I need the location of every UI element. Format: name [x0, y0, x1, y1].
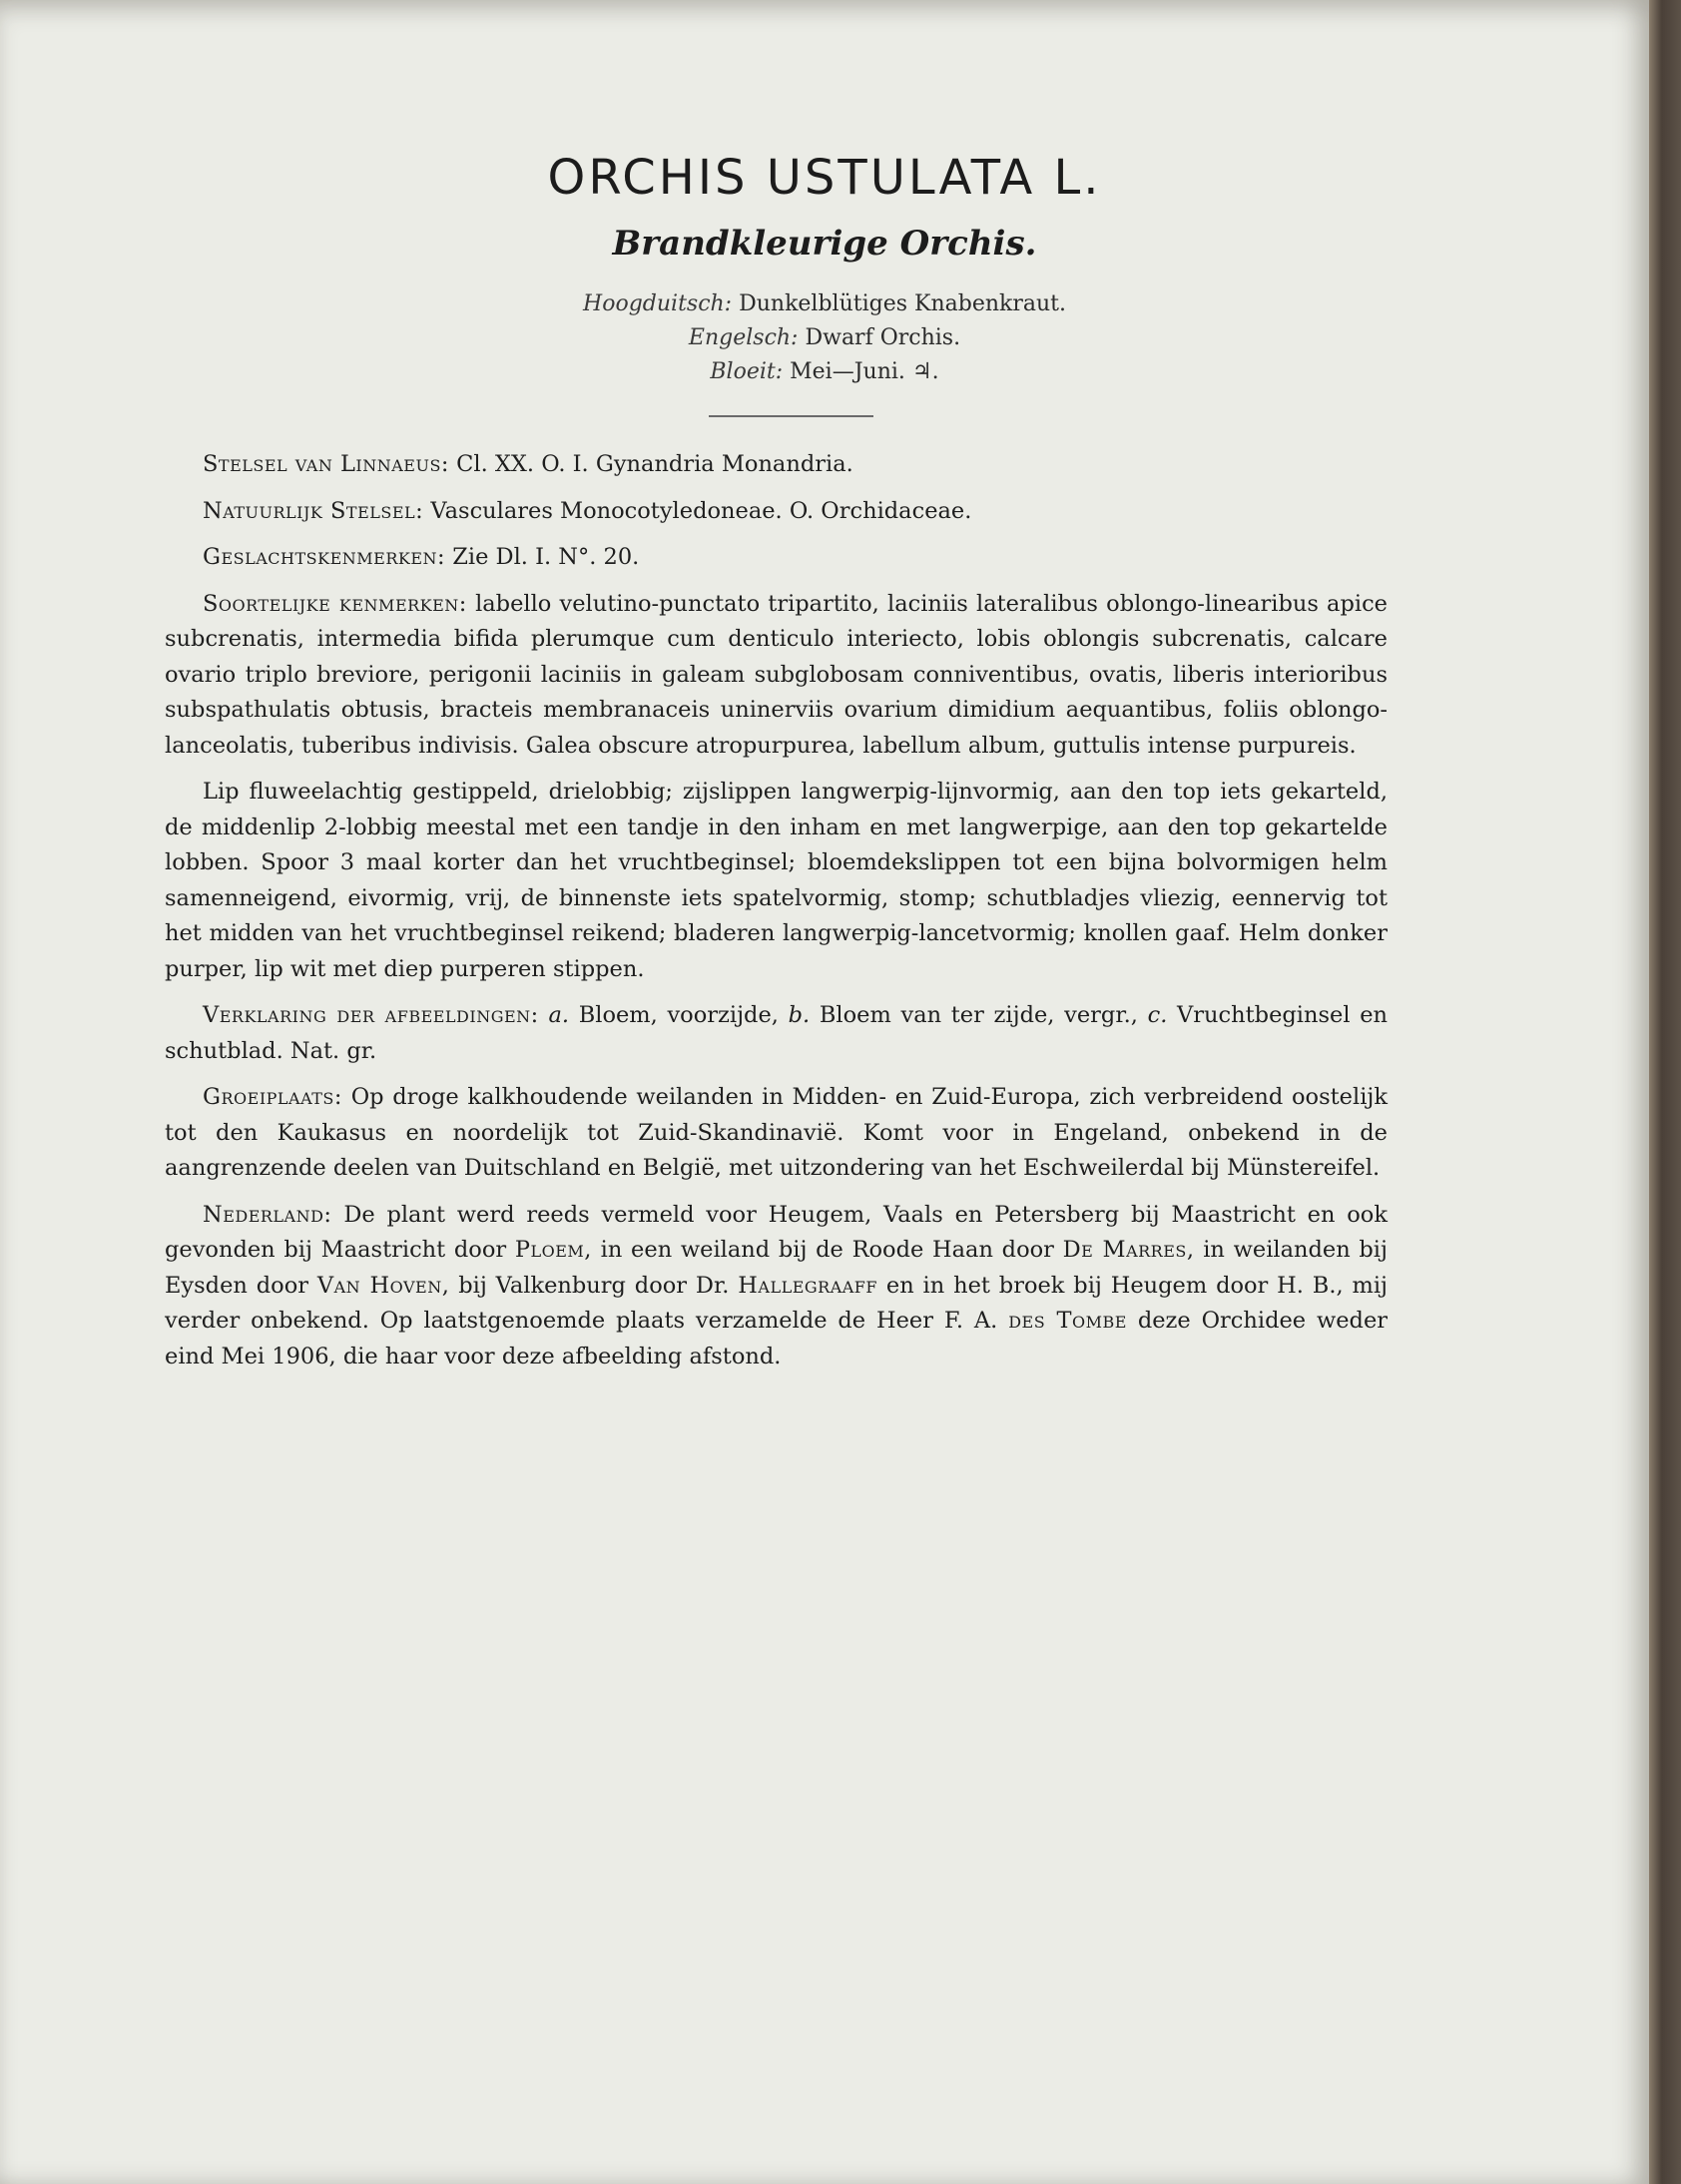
section-label: Natuurlijk Stelsel: [203, 497, 424, 524]
section-label: Geslachtskenmerken: [203, 544, 446, 570]
section-netherlands [165, 1198, 1388, 1375]
figure-text-c: Vruchtbeginsel en schutblad. Nat. gr. [165, 1002, 1389, 1064]
section-habitat [165, 1080, 1388, 1187]
flowering-value: Mei—Juni. ♃. [790, 359, 939, 384]
person-name: Hallegraaff [738, 1272, 878, 1299]
section-species-characters [165, 587, 1388, 765]
person-name: des Tombe [1008, 1308, 1127, 1334]
figure-letter-a: a. [548, 1002, 570, 1028]
name-german-label: Hoogduitsch: [583, 291, 733, 316]
section-figure-explanation [165, 998, 1388, 1069]
figure-text-b: Bloem van ter zijde, vergr., [819, 1002, 1138, 1028]
divider-rule [709, 415, 873, 417]
page-subtitle: Brandkleurige Orchis. [612, 224, 1037, 264]
section-text: De plant werd reeds vermeld voor Heugem, Vaals en Petersberg bij Maastricht en ook gevonden bij Maastricht door [165, 1201, 1388, 1263]
figure-letter-c: c. [1147, 1002, 1168, 1028]
name-german-value: Dunkelblütiges Knabenkraut. [739, 291, 1066, 316]
section-text: deze Orchidee weder eind Mei 1906, die haar voor deze afbeelding afstond. [165, 1308, 1389, 1369]
name-english-value: Dwarf Orchis. [805, 325, 961, 350]
name-german [0, 291, 1649, 316]
section-label: Nederland: [203, 1201, 332, 1228]
person-name: Ploem, [514, 1237, 592, 1263]
section-text: Lip fluweelachtig gestippeld, drielobbig; zijslippen langwerpig-lijnvormig, aan den top iets gekarteld, de middenlip 2-lobbig meestal met een tandje in den inham en met langwerpige, aan den top gekartelde lobben. Spoor 3 maal korter dan het vruchtbeginsel; bloemdekslippen tot een bijna bolvormigen helm samenneigend, eivormig, vrij, de binnenste iets spatelvormig, stomp; schutbladjes vliezig, eennervig tot het midden van het vruchtbeginsel reikend; bladeren langwerpig-lancetvormig; knollen gaaf. Helm donker purper, lip wit met diep purperen stippen. [165, 779, 1388, 982]
section-label: Soortelijke kenmerken: [203, 590, 467, 617]
body-text [165, 447, 1388, 1385]
section-genus-characters [165, 540, 1388, 576]
name-english [0, 325, 1649, 350]
figure-text-a: Bloem, voorzijde, [578, 1002, 779, 1028]
figure-letter-b: b. [788, 1002, 811, 1028]
section-text: Op droge kalkhoudende weilanden in Midden- en Zuid-Europa, zich verbreidend oostelijk tot den Kaukasus en noordelijk tot Zuid-Skandinavië. Komt voor in Engeland, onbekend in de aangrenzende deelen van Duitschland en België, met uitzondering van het Eschweilerdal bij Münstereifel. [165, 1084, 1388, 1181]
section-description [165, 775, 1388, 987]
section-text: bij Valkenburg door Dr. [458, 1272, 730, 1299]
section-label: Groeiplaats: [203, 1084, 342, 1110]
section-natural-system [165, 494, 1388, 530]
section-label: Verklaring der afbeeldingen: [203, 1002, 539, 1028]
section-text: en in het broek bij Heugem door H. B., mij verder onbekend. Op laatstgenoemde plaats verzamelde de Heer F. A. [165, 1272, 1389, 1334]
flowering-period [0, 359, 1649, 384]
section-linnaeus [165, 447, 1388, 483]
section-text: Cl. XX. O. I. Gynandria Monandria. [456, 451, 853, 477]
name-english-label: Engelsch: [688, 325, 799, 350]
flowering-label: Bloeit: [710, 359, 784, 384]
section-text: Zie Dl. I. N°. 20. [452, 544, 640, 570]
section-text: in weilanden bij Eysden door [165, 1237, 1388, 1299]
page-title: ORCHIS USTULATA L. [547, 150, 1102, 206]
person-name: Van Hoven, [316, 1272, 450, 1299]
section-text: labello velutino-punctato tripartito, laciniis lateralibus oblongo-linearibus apice subcrenatis, intermedia bifida plerumque cum denticulo interiecto, lobis oblongis subcrenatis, calcare ovario triplo breviore, perigonii laciniis in galeam subglobosam conniventibus, ovatis, liberis interioribus subspathulatis obtusis, bracteis membranaceis uninerviis ovarium dimidium aequantibus, foliis oblongo-lanceolatis, tuberibus indivisis. Galea obscure atropurpurea, labellum album, guttulis intense purpureis. [165, 590, 1388, 759]
page-edge [1649, 0, 1681, 2184]
section-label: Stelsel van Linnaeus: [203, 451, 450, 477]
section-text: in een weiland bij de Roode Haan door [600, 1237, 1054, 1263]
person-name: De Marres, [1062, 1237, 1195, 1263]
section-text: Vasculares Monocotyledoneae. O. Orchidaceae. [430, 497, 972, 524]
